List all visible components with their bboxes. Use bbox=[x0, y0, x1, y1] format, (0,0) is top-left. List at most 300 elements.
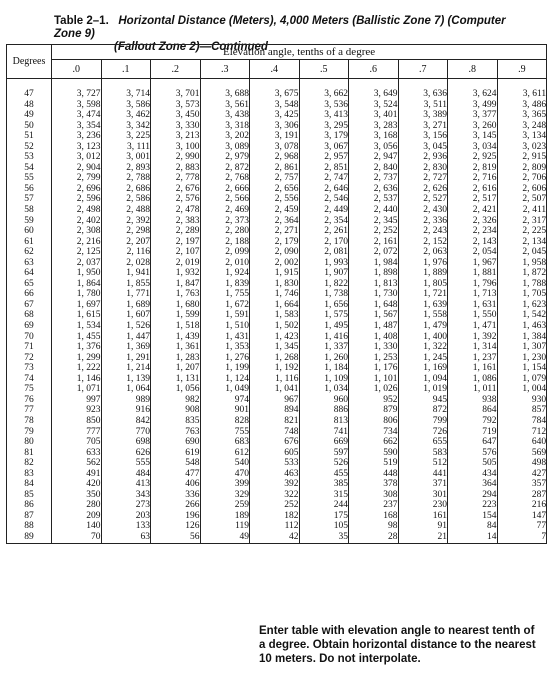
distance-cell: 982 bbox=[151, 395, 201, 406]
distance-cell: 1, 542 bbox=[497, 310, 547, 321]
distance-cell: 569 bbox=[497, 448, 547, 459]
degree-cell: 66 bbox=[7, 289, 52, 300]
degree-cell: 87 bbox=[7, 511, 52, 522]
distance-cell: 91 bbox=[398, 521, 448, 532]
degree-cell: 65 bbox=[7, 279, 52, 290]
distance-cell: 1, 245 bbox=[398, 353, 448, 364]
distance-cell: 2, 947 bbox=[349, 152, 399, 163]
column-header: .7 bbox=[398, 60, 448, 79]
distance-cell: 989 bbox=[101, 395, 151, 406]
distance-cell: 633 bbox=[52, 448, 102, 459]
empty-cell bbox=[250, 79, 300, 90]
distance-cell: 1, 599 bbox=[151, 310, 201, 321]
distance-cell: 1, 697 bbox=[52, 300, 102, 311]
distance-cell: 3, 377 bbox=[448, 110, 498, 121]
distance-cell: 1, 237 bbox=[448, 353, 498, 364]
distance-cell: 1, 094 bbox=[398, 374, 448, 385]
distance-cell: 223 bbox=[448, 500, 498, 511]
distance-cell: 2, 161 bbox=[349, 237, 399, 248]
table-row bbox=[7, 405, 547, 416]
table-row bbox=[7, 268, 547, 279]
table-row bbox=[7, 469, 547, 480]
distance-cell: 3, 474 bbox=[52, 110, 102, 121]
empty-cell bbox=[349, 543, 399, 544]
table-row bbox=[7, 490, 547, 501]
distance-cell: 308 bbox=[349, 490, 399, 501]
distance-cell: 1, 864 bbox=[52, 279, 102, 290]
distance-cell: 1, 738 bbox=[299, 289, 349, 300]
distance-cell: 2, 586 bbox=[101, 194, 151, 205]
distance-cell: 1, 353 bbox=[200, 342, 250, 353]
distance-cell: 1, 131 bbox=[151, 374, 201, 385]
distance-cell: 3, 168 bbox=[349, 131, 399, 142]
distance-cell: 1, 487 bbox=[349, 321, 399, 332]
distance-cell: 2, 546 bbox=[299, 194, 349, 205]
table-row bbox=[7, 532, 547, 543]
distance-cell: 3, 586 bbox=[101, 100, 151, 111]
distance-cell: 1, 889 bbox=[398, 268, 448, 279]
distance-cell: 1, 788 bbox=[497, 279, 547, 290]
distance-cell: 491 bbox=[52, 469, 102, 480]
distance-cell: 2, 225 bbox=[497, 226, 547, 237]
distance-cell: 2, 778 bbox=[151, 173, 201, 184]
distance-cell: 712 bbox=[497, 427, 547, 438]
table-row bbox=[7, 511, 547, 522]
distance-cell: 455 bbox=[299, 469, 349, 480]
distance-cell: 3, 401 bbox=[349, 110, 399, 121]
distance-cell: 175 bbox=[299, 511, 349, 522]
distance-cell: 1, 932 bbox=[151, 268, 201, 279]
distance-cell: 2, 556 bbox=[250, 194, 300, 205]
table-row bbox=[7, 332, 547, 343]
distance-cell: 1, 839 bbox=[200, 279, 250, 290]
distance-cell: 2, 354 bbox=[299, 216, 349, 227]
distance-cell: 1, 950 bbox=[52, 268, 102, 279]
table-row bbox=[7, 353, 547, 364]
distance-cell: 952 bbox=[349, 395, 399, 406]
distance-cell: 140 bbox=[52, 521, 102, 532]
degree-cell: 77 bbox=[7, 405, 52, 416]
distance-cell: 1, 648 bbox=[349, 300, 399, 311]
distance-table bbox=[6, 44, 547, 544]
distance-cell: 1, 369 bbox=[101, 342, 151, 353]
distance-cell: 1, 898 bbox=[349, 268, 399, 279]
empty-cell bbox=[398, 543, 448, 544]
distance-cell: 2, 747 bbox=[299, 173, 349, 184]
distance-cell: 1, 086 bbox=[448, 374, 498, 385]
distance-cell: 1, 755 bbox=[200, 289, 250, 300]
distance-cell: 1, 730 bbox=[349, 289, 399, 300]
distance-cell: 329 bbox=[200, 490, 250, 501]
distance-cell: 1, 408 bbox=[349, 332, 399, 343]
degrees-header: Degrees bbox=[7, 45, 52, 79]
distance-cell: 1, 207 bbox=[151, 363, 201, 374]
degree-cell: 68 bbox=[7, 310, 52, 321]
table-row bbox=[7, 458, 547, 469]
distance-cell: 3, 213 bbox=[151, 131, 201, 142]
table-row bbox=[7, 121, 547, 132]
table-row bbox=[7, 142, 547, 153]
distance-cell: 3, 260 bbox=[448, 121, 498, 132]
distance-cell: 2, 037 bbox=[52, 258, 102, 269]
table-row bbox=[7, 289, 547, 300]
degree-cell: 55 bbox=[7, 173, 52, 184]
distance-cell: 56 bbox=[151, 532, 201, 543]
distance-cell: 886 bbox=[299, 405, 349, 416]
distance-cell: 662 bbox=[349, 437, 399, 448]
distance-cell: 512 bbox=[398, 458, 448, 469]
table-row bbox=[7, 131, 547, 142]
distance-cell: 1, 283 bbox=[151, 353, 201, 364]
distance-cell: 1, 510 bbox=[200, 321, 250, 332]
distance-cell: 1, 345 bbox=[250, 342, 300, 353]
distance-cell: 3, 438 bbox=[200, 110, 250, 121]
distance-cell: 2, 696 bbox=[52, 184, 102, 195]
distance-cell: 3, 225 bbox=[101, 131, 151, 142]
distance-cell: 799 bbox=[398, 416, 448, 427]
distance-cell: 2, 936 bbox=[398, 152, 448, 163]
distance-cell: 1, 796 bbox=[448, 279, 498, 290]
distance-cell: 1, 071 bbox=[52, 384, 102, 395]
distance-cell: 133 bbox=[101, 521, 151, 532]
distance-cell: 857 bbox=[497, 405, 547, 416]
distance-cell: 1, 011 bbox=[448, 384, 498, 395]
distance-cell: 385 bbox=[299, 479, 349, 490]
distance-cell: 350 bbox=[52, 490, 102, 501]
distance-cell: 3, 236 bbox=[52, 131, 102, 142]
distance-cell: 821 bbox=[250, 416, 300, 427]
distance-cell: 3, 688 bbox=[200, 89, 250, 100]
distance-cell: 2, 252 bbox=[349, 226, 399, 237]
distance-cell: 2, 449 bbox=[299, 205, 349, 216]
empty-cell bbox=[101, 543, 151, 544]
distance-cell: 3, 202 bbox=[200, 131, 250, 142]
distance-cell: 1, 771 bbox=[101, 289, 151, 300]
distance-cell: 1, 495 bbox=[299, 321, 349, 332]
distance-cell: 3, 283 bbox=[349, 121, 399, 132]
distance-cell: 1, 222 bbox=[52, 363, 102, 374]
distance-cell: 2, 517 bbox=[448, 194, 498, 205]
distance-cell: 3, 067 bbox=[299, 142, 349, 153]
distance-cell: 784 bbox=[497, 416, 547, 427]
distance-cell: 1, 984 bbox=[349, 258, 399, 269]
distance-cell: 562 bbox=[52, 458, 102, 469]
distance-cell: 1, 941 bbox=[101, 268, 151, 279]
distance-cell: 647 bbox=[448, 437, 498, 448]
distance-cell: 555 bbox=[101, 458, 151, 469]
degree-cell: 88 bbox=[7, 521, 52, 532]
distance-cell: 3, 111 bbox=[101, 142, 151, 153]
distance-cell: 3, 636 bbox=[398, 89, 448, 100]
distance-cell: 1, 291 bbox=[101, 353, 151, 364]
distance-cell: 676 bbox=[250, 437, 300, 448]
distance-cell: 894 bbox=[250, 405, 300, 416]
distance-cell: 2, 636 bbox=[349, 184, 399, 195]
distance-cell: 1, 161 bbox=[448, 363, 498, 374]
distance-cell: 2, 107 bbox=[151, 247, 201, 258]
distance-cell: 77 bbox=[497, 521, 547, 532]
distance-cell: 2, 851 bbox=[299, 163, 349, 174]
column-header: .6 bbox=[349, 60, 399, 79]
column-header-row bbox=[7, 60, 547, 79]
distance-cell: 1, 830 bbox=[250, 279, 300, 290]
distance-cell: 748 bbox=[250, 427, 300, 438]
degree-cell: 53 bbox=[7, 152, 52, 163]
distance-cell: 1, 526 bbox=[101, 321, 151, 332]
distance-cell: 2, 915 bbox=[497, 152, 547, 163]
distance-cell: 3, 649 bbox=[349, 89, 399, 100]
distance-cell: 392 bbox=[250, 479, 300, 490]
distance-cell: 3, 342 bbox=[101, 121, 151, 132]
degree-cell: 83 bbox=[7, 469, 52, 480]
distance-cell: 3, 365 bbox=[497, 110, 547, 121]
distance-cell: 3, 573 bbox=[151, 100, 201, 111]
distance-cell: 2, 925 bbox=[448, 152, 498, 163]
distance-cell: 2, 317 bbox=[497, 216, 547, 227]
distance-cell: 3, 271 bbox=[398, 121, 448, 132]
distance-cell: 470 bbox=[200, 469, 250, 480]
degree-cell: 75 bbox=[7, 384, 52, 395]
distance-cell: 923 bbox=[52, 405, 102, 416]
distance-cell: 850 bbox=[52, 416, 102, 427]
distance-cell: 505 bbox=[448, 458, 498, 469]
distance-cell: 2, 125 bbox=[52, 247, 102, 258]
distance-cell: 719 bbox=[448, 427, 498, 438]
distance-cell: 1, 583 bbox=[250, 310, 300, 321]
distance-cell: 2, 402 bbox=[52, 216, 102, 227]
distance-cell: 792 bbox=[448, 416, 498, 427]
table-row bbox=[7, 300, 547, 311]
distance-cell: 49 bbox=[200, 532, 250, 543]
distance-cell: 2, 830 bbox=[398, 163, 448, 174]
distance-cell: 1, 322 bbox=[398, 342, 448, 353]
distance-cell: 1, 763 bbox=[151, 289, 201, 300]
degree-cell: 60 bbox=[7, 226, 52, 237]
distance-cell: 252 bbox=[250, 500, 300, 511]
distance-cell: 2, 090 bbox=[250, 247, 300, 258]
distance-cell: 2, 336 bbox=[398, 216, 448, 227]
distance-cell: 1, 631 bbox=[448, 300, 498, 311]
distance-cell: 2, 626 bbox=[398, 184, 448, 195]
distance-cell: 1, 615 bbox=[52, 310, 102, 321]
distance-cell: 1, 471 bbox=[448, 321, 498, 332]
distance-cell: 3, 524 bbox=[349, 100, 399, 111]
distance-cell: 908 bbox=[151, 405, 201, 416]
empty-cell bbox=[7, 543, 52, 544]
distance-cell: 1, 656 bbox=[299, 300, 349, 311]
distance-cell: 2, 606 bbox=[497, 184, 547, 195]
table-row bbox=[7, 395, 547, 406]
distance-cell: 2, 010 bbox=[200, 258, 250, 269]
degree-cell: 69 bbox=[7, 321, 52, 332]
distance-cell: 1, 139 bbox=[101, 374, 151, 385]
distance-cell: 669 bbox=[299, 437, 349, 448]
distance-cell: 1, 176 bbox=[349, 363, 399, 374]
distance-cell: 3, 123 bbox=[52, 142, 102, 153]
distance-cell: 364 bbox=[448, 479, 498, 490]
degree-cell: 72 bbox=[7, 353, 52, 364]
column-header: .3 bbox=[200, 60, 250, 79]
table-row bbox=[7, 226, 547, 237]
distance-cell: 3, 499 bbox=[448, 100, 498, 111]
distance-cell: 2, 289 bbox=[151, 226, 201, 237]
title-line-1 bbox=[54, 15, 534, 41]
distance-cell: 2, 207 bbox=[101, 237, 151, 248]
distance-cell: 3, 295 bbox=[299, 121, 349, 132]
distance-cell: 63 bbox=[101, 532, 151, 543]
distance-cell: 406 bbox=[151, 479, 201, 490]
distance-cell: 294 bbox=[448, 490, 498, 501]
distance-cell: 1, 049 bbox=[200, 384, 250, 395]
distance-cell: 1, 423 bbox=[250, 332, 300, 343]
table-row bbox=[7, 89, 547, 100]
distance-cell: 519 bbox=[349, 458, 399, 469]
table-bottom-border bbox=[7, 543, 547, 544]
degree-cell: 74 bbox=[7, 374, 52, 385]
distance-cell: 1, 376 bbox=[52, 342, 102, 353]
distance-cell: 70 bbox=[52, 532, 102, 543]
distance-cell: 3, 078 bbox=[250, 142, 300, 153]
degree-cell: 70 bbox=[7, 332, 52, 343]
distance-cell: 960 bbox=[299, 395, 349, 406]
distance-cell: 1, 004 bbox=[497, 384, 547, 395]
distance-cell: 1, 639 bbox=[398, 300, 448, 311]
distance-cell: 3, 318 bbox=[200, 121, 250, 132]
distance-cell: 583 bbox=[398, 448, 448, 459]
distance-cell: 441 bbox=[398, 469, 448, 480]
distance-cell: 1, 915 bbox=[250, 268, 300, 279]
title-line-2: (Fallout Zone 2)—Continued bbox=[114, 41, 268, 53]
distance-cell: 1, 079 bbox=[497, 374, 547, 385]
distance-cell: 590 bbox=[349, 448, 399, 459]
distance-cell: 1, 813 bbox=[349, 279, 399, 290]
distance-cell: 1, 439 bbox=[151, 332, 201, 343]
distance-cell: 105 bbox=[299, 521, 349, 532]
degree-cell: 52 bbox=[7, 142, 52, 153]
distance-cell: 1, 847 bbox=[151, 279, 201, 290]
distance-cell: 842 bbox=[101, 416, 151, 427]
distance-cell: 2, 566 bbox=[200, 194, 250, 205]
degree-cell: 54 bbox=[7, 163, 52, 174]
distance-cell: 1, 705 bbox=[497, 289, 547, 300]
distance-cell: 3, 145 bbox=[448, 131, 498, 142]
distance-cell: 916 bbox=[101, 405, 151, 416]
distance-cell: 2, 498 bbox=[52, 205, 102, 216]
distance-cell: 182 bbox=[250, 511, 300, 522]
degree-cell: 81 bbox=[7, 448, 52, 459]
distance-cell: 1, 780 bbox=[52, 289, 102, 300]
elevation-angle-header: Elevation angle, tenths of a degree bbox=[52, 45, 547, 60]
distance-cell: 244 bbox=[299, 500, 349, 511]
degree-cell: 56 bbox=[7, 184, 52, 195]
distance-cell: 1, 672 bbox=[200, 300, 250, 311]
distance-cell: 1, 400 bbox=[398, 332, 448, 343]
distance-cell: 2, 596 bbox=[52, 194, 102, 205]
distance-cell: 3, 023 bbox=[497, 142, 547, 153]
distance-cell: 1, 822 bbox=[299, 279, 349, 290]
distance-cell: 626 bbox=[101, 448, 151, 459]
distance-cell: 1, 034 bbox=[299, 384, 349, 395]
distance-cell: 3, 156 bbox=[398, 131, 448, 142]
distance-cell: 777 bbox=[52, 427, 102, 438]
table-row bbox=[7, 237, 547, 248]
distance-cell: 3, 675 bbox=[250, 89, 300, 100]
distance-cell: 1, 431 bbox=[200, 332, 250, 343]
distance-cell: 930 bbox=[497, 395, 547, 406]
distance-cell: 2, 054 bbox=[448, 247, 498, 258]
distance-cell: 2, 799 bbox=[52, 173, 102, 184]
distance-cell: 2, 045 bbox=[497, 247, 547, 258]
table-row bbox=[7, 321, 547, 332]
distance-cell: 2, 298 bbox=[101, 226, 151, 237]
distance-cell: 266 bbox=[151, 500, 201, 511]
distance-cell: 1, 384 bbox=[497, 332, 547, 343]
empty-cell bbox=[299, 543, 349, 544]
distance-cell: 2, 957 bbox=[299, 152, 349, 163]
table-row bbox=[7, 163, 547, 174]
distance-cell: 2, 197 bbox=[151, 237, 201, 248]
distance-cell: 1, 019 bbox=[398, 384, 448, 395]
distance-cell: 427 bbox=[497, 469, 547, 480]
distance-cell: 3, 561 bbox=[200, 100, 250, 111]
distance-cell: 3, 624 bbox=[448, 89, 498, 100]
spacer-row bbox=[7, 79, 547, 90]
degree-cell: 49 bbox=[7, 110, 52, 121]
table-row bbox=[7, 184, 547, 195]
column-header: .1 bbox=[101, 60, 151, 79]
distance-cell: 2, 507 bbox=[497, 194, 547, 205]
distance-cell: 3, 450 bbox=[151, 110, 201, 121]
distance-cell: 315 bbox=[299, 490, 349, 501]
distance-cell: 484 bbox=[101, 469, 151, 480]
distance-cell: 2, 469 bbox=[200, 205, 250, 216]
distance-cell: 2, 243 bbox=[398, 226, 448, 237]
distance-cell: 2, 430 bbox=[398, 205, 448, 216]
empty-cell bbox=[200, 79, 250, 90]
distance-cell: 2, 019 bbox=[151, 258, 201, 269]
distance-cell: 763 bbox=[151, 427, 201, 438]
distance-cell: 2, 861 bbox=[250, 163, 300, 174]
distance-cell: 189 bbox=[200, 511, 250, 522]
distance-cell: 1, 664 bbox=[250, 300, 300, 311]
table-row bbox=[7, 194, 547, 205]
distance-cell: 1, 721 bbox=[398, 289, 448, 300]
distance-cell: 2, 527 bbox=[398, 194, 448, 205]
distance-cell: 2, 364 bbox=[250, 216, 300, 227]
distance-cell: 3, 330 bbox=[151, 121, 201, 132]
distance-cell: 2, 656 bbox=[250, 184, 300, 195]
distance-cell: 2, 666 bbox=[200, 184, 250, 195]
distance-cell: 3, 701 bbox=[151, 89, 201, 100]
degree-cell: 64 bbox=[7, 268, 52, 279]
distance-cell: 1, 230 bbox=[497, 353, 547, 364]
distance-cell: 3, 191 bbox=[250, 131, 300, 142]
table-row bbox=[7, 152, 547, 163]
distance-cell: 3, 462 bbox=[101, 110, 151, 121]
distance-cell: 112 bbox=[250, 521, 300, 532]
distance-cell: 28 bbox=[349, 532, 399, 543]
distance-cell: 1, 064 bbox=[101, 384, 151, 395]
distance-cell: 605 bbox=[250, 448, 300, 459]
distance-cell: 230 bbox=[398, 500, 448, 511]
distance-cell: 119 bbox=[200, 521, 250, 532]
instruction-note: Enter table with elevation angle to nearest tenth of a degree. Obtain horizontal distance to the nearest 10 meters. Do not interpolate. bbox=[259, 625, 536, 665]
distance-cell: 619 bbox=[151, 448, 201, 459]
distance-cell: 997 bbox=[52, 395, 102, 406]
distance-cell: 259 bbox=[200, 500, 250, 511]
empty-cell bbox=[299, 79, 349, 90]
distance-cell: 3, 056 bbox=[349, 142, 399, 153]
